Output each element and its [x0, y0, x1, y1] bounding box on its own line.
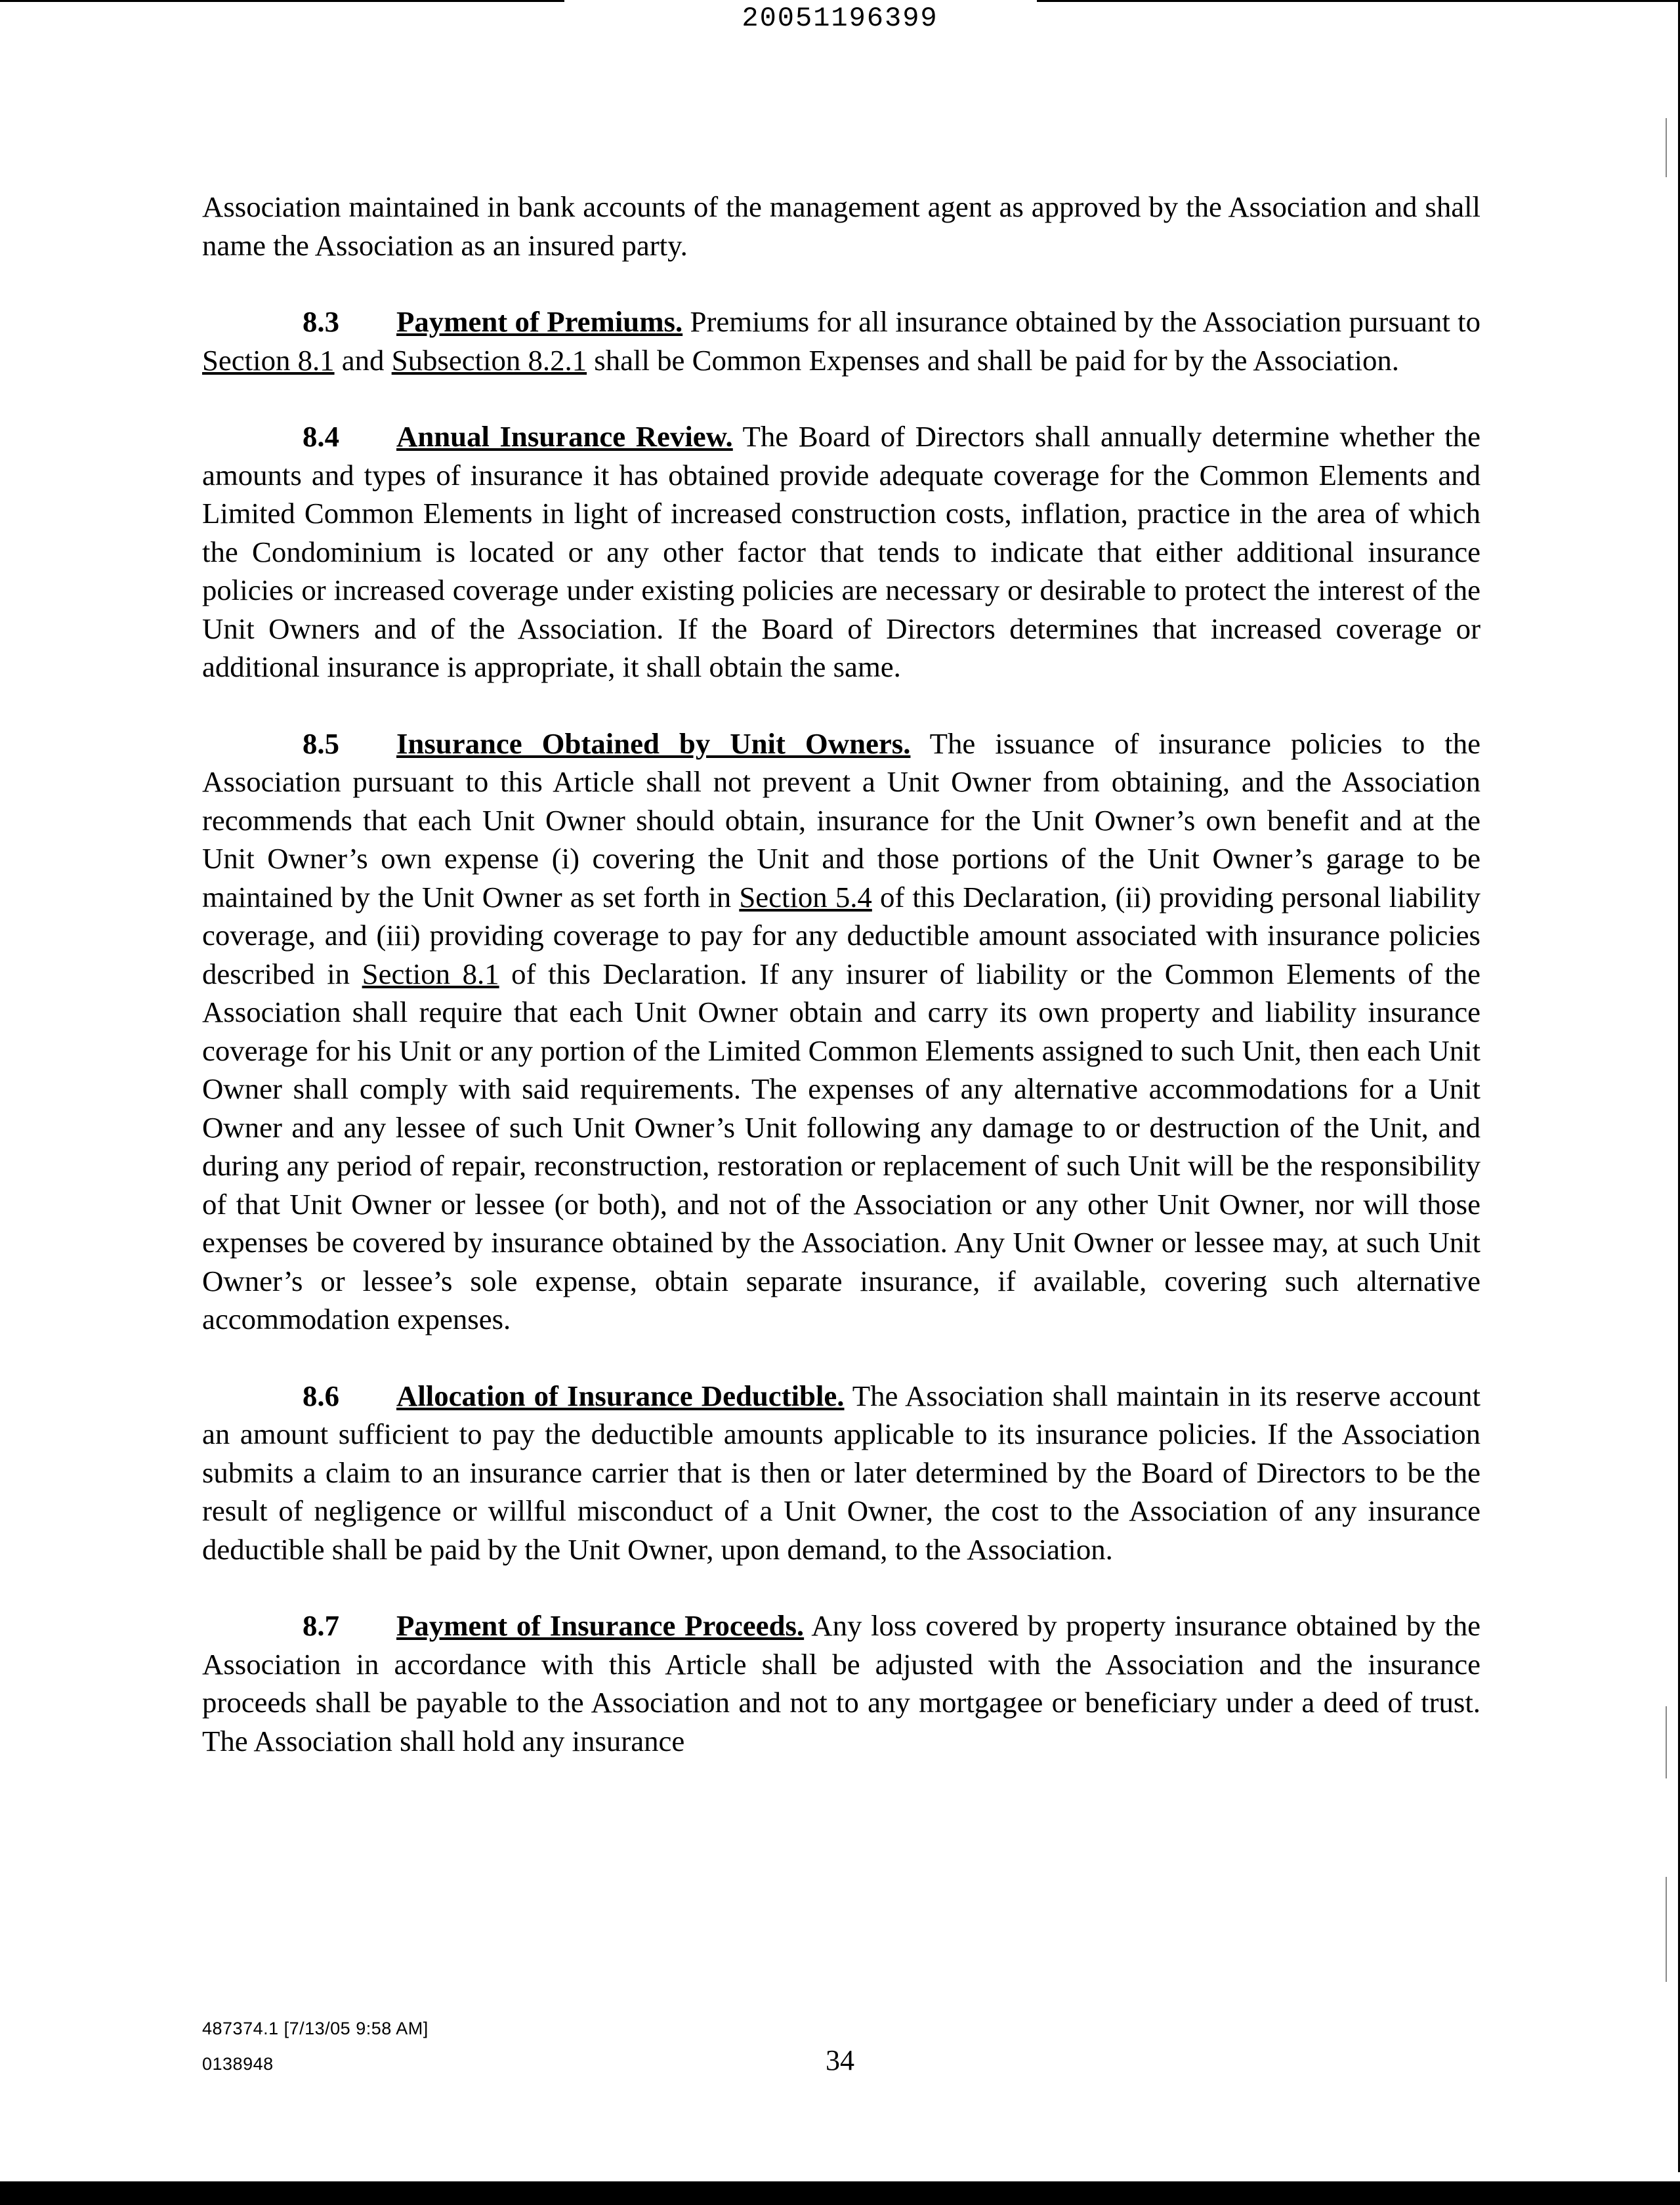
section-reference: Section 8.1	[362, 957, 499, 990]
bottom-scan-border	[0, 2181, 1680, 2205]
section-8-4	[202, 417, 1480, 686]
section-text: and	[334, 343, 392, 377]
section-text: of this Declaration. If any insurer of liability or the Common Elements of the Association shall require that each Unit Owner obtain and carry its own property and liability insurance coverage for his Unit or any portion of the Limited Common Elements assigned to such Unit, then each Unit Owner shall comply with said requirements. The expenses of any alternative accommodations for a Unit Owner and any lessee of such Unit Owner’s Unit following any damage to or destruction of the Unit, and during any period of repair, reconstruction, restoration or replacement of such Unit will be the responsibility of that Unit Owner or lessee (or both), and not of the Association or any other Unit Owner, nor will those expenses be covered by insurance obtained by the Association. Any Unit Owner or lessee may, at such Unit Owner’s or lessee’s sole expense, obtain separate insurance, if available, covering such alternative accommodation expenses.	[202, 957, 1481, 1335]
footer-client-number: 0138948	[202, 2054, 274, 2074]
page-number: 34	[826, 2044, 854, 2076]
scan-speck	[1666, 118, 1667, 177]
section-8-5	[202, 724, 1480, 1339]
section-text: of this Declaration, (ii) providing personal liability coverage, and (iii) providing coverage to pay for any deductible amount associated with insurance policies described in	[202, 880, 1480, 990]
section-title: Payment of Premiums.	[396, 305, 683, 338]
document-body	[202, 188, 1480, 1760]
section-8-6	[202, 1377, 1480, 1569]
section-number: 8.4	[303, 420, 339, 453]
section-text: shall be Common Expenses and shall be paid for by the Association.	[587, 343, 1400, 377]
section-number: 8.7	[303, 1609, 339, 1642]
top-border-left	[0, 0, 564, 2]
section-title: Allocation of Insurance Deductible.	[396, 1379, 845, 1412]
section-title: Annual Insurance Review.	[396, 420, 733, 453]
section-number: 8.6	[303, 1379, 339, 1412]
document-number: 20051196399	[742, 3, 938, 34]
section-title: Payment of Insurance Proceeds.	[396, 1609, 805, 1642]
section-8-7	[202, 1606, 1480, 1760]
section-title: Insurance Obtained by Unit Owners.	[396, 726, 911, 760]
section-text: The issuance of insurance policies to the Association pursuant to this Article shall not prevent a Unit Owner from obtaining, and the Association recommends that each Unit Owner should obtain, insurance for the Unit Owner’s own benefit and at the Unit Owner’s own expense (i) covering the Unit and those portions of the Unit Owner’s garage to be maintained by the Unit Owner as set forth in	[202, 726, 1480, 914]
scan-speck	[1666, 1706, 1667, 1778]
section-text: The Board of Directors shall annually determine whether the amounts and types of insurance it has obtained provide adequate coverage for the Common Elements and Limited Common Elements in light of increased construction costs, inflation, practice in the area of which the Condominium is located or any other factor that tends to indicate that either additional insurance policies or increased coverage under existing policies are necessary or desirable to protect the interest of the Unit Owners and of the Association. If the Board of Directors determines that increased coverage or additional insurance is appropriate, it shall obtain the same.	[202, 420, 1481, 683]
top-border-right	[1037, 0, 1680, 2]
intro-paragraph: Association maintained in bank accounts of the management agent as approved by the Association and shall name the Association as an insured party.	[202, 190, 1480, 262]
section-8-3	[202, 303, 1480, 379]
section-text: The Association shall maintain in its reserve account an amount sufficient to pay the deductible amounts applicable to its insurance policies. If the Association submits a claim to an insurance carrier that is then or later determined by the Board of Directors to be the result of negligence or willful misconduct of a Unit Owner, the cost to the Association of any insurance deductible shall be paid by the Unit Owner, upon demand, to the Association.	[202, 1379, 1481, 1566]
footer-doc-reference: 487374.1 [7/13/05 9:58 AM]	[202, 2019, 429, 2038]
section-number: 8.5	[303, 726, 339, 760]
section-number: 8.3	[303, 305, 339, 338]
section-reference: Section 8.1	[202, 343, 335, 377]
section-text: Premiums for all insurance obtained by the Association pursuant to	[682, 305, 1480, 338]
scan-speck	[1666, 1877, 1667, 1982]
section-text: Any loss covered by property insurance obtained by the Association in accordance with this Article shall be adjusted with the Association and the insurance proceeds shall be payable to the Association and not to any mortgagee or beneficiary under a deed of trust. The Association shall hold any insurance	[202, 1609, 1480, 1757]
section-reference: Section 5.4	[739, 880, 872, 914]
section-reference: Subsection 8.2.1	[391, 343, 587, 377]
